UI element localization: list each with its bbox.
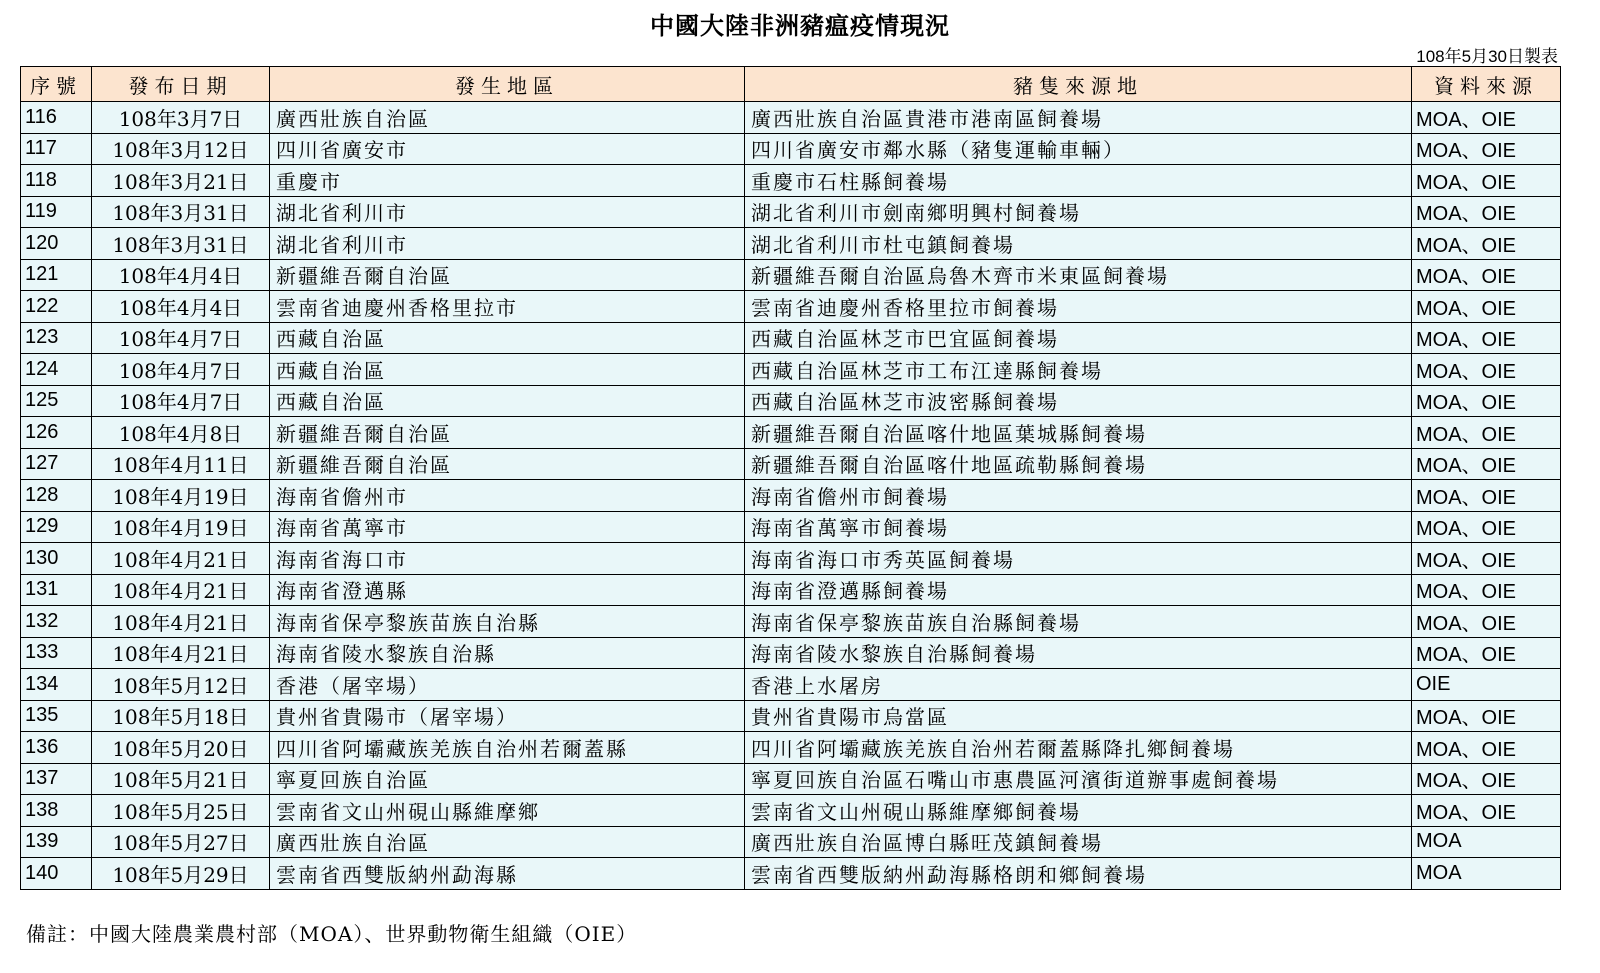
table-row	[21, 322, 1561, 354]
cell-pig-source: 海南省海口市秀英區飼養場	[745, 543, 1412, 575]
cell-region: 新疆維吾爾自治區	[270, 259, 745, 291]
cell-date: 108年3月12日	[92, 133, 270, 165]
table-row	[21, 291, 1561, 323]
cell-date: 108年4月8日	[92, 417, 270, 449]
cell-serial: 120	[21, 228, 92, 260]
cell-date: 108年4月21日	[92, 574, 270, 606]
cell-data-source: MOA、OIE	[1412, 700, 1561, 732]
cell-region: 海南省萬寧市	[270, 511, 745, 543]
cell-serial: 133	[21, 637, 92, 669]
cell-serial: 127	[21, 448, 92, 480]
cell-date: 108年5月27日	[92, 826, 270, 858]
cell-data-source: MOA、OIE	[1412, 511, 1561, 543]
cell-date: 108年4月21日	[92, 543, 270, 575]
cell-date: 108年3月7日	[92, 102, 270, 134]
cell-pig-source: 湖北省利川市劍南鄉明興村飼養場	[745, 196, 1412, 228]
cell-pig-source: 西藏自治區林芝市巴宜區飼養場	[745, 322, 1412, 354]
cell-serial: 119	[21, 196, 92, 228]
cell-data-source: MOA、OIE	[1412, 637, 1561, 669]
cell-data-source: MOA、OIE	[1412, 448, 1561, 480]
cell-region: 海南省陵水黎族自治縣	[270, 637, 745, 669]
table-row	[21, 196, 1561, 228]
cell-serial: 137	[21, 763, 92, 795]
cell-serial: 136	[21, 732, 92, 764]
cell-serial: 129	[21, 511, 92, 543]
cell-region: 西藏自治區	[270, 354, 745, 386]
cell-pig-source: 貴州省貴陽市烏當區	[745, 700, 1412, 732]
cell-date: 108年3月31日	[92, 196, 270, 228]
cell-pig-source: 海南省陵水黎族自治縣飼養場	[745, 637, 1412, 669]
table-row	[21, 543, 1561, 575]
cell-data-source: MOA、OIE	[1412, 102, 1561, 134]
table-row	[21, 574, 1561, 606]
table-row	[21, 826, 1561, 858]
cell-date: 108年4月4日	[92, 259, 270, 291]
table-header-row	[21, 67, 1561, 102]
cell-pig-source: 雲南省西雙版納州勐海縣格朗和鄉飼養場	[745, 858, 1412, 890]
cell-pig-source: 廣西壯族自治區貴港市港南區飼養場	[745, 102, 1412, 134]
cell-pig-source: 廣西壯族自治區博白縣旺茂鎮飼養場	[745, 826, 1412, 858]
table-row	[21, 259, 1561, 291]
table-row	[21, 385, 1561, 417]
cell-data-source: MOA、OIE	[1412, 165, 1561, 197]
cell-date: 108年3月21日	[92, 165, 270, 197]
table-row	[21, 795, 1561, 827]
cell-date: 108年4月19日	[92, 480, 270, 512]
header-region: 發生地區	[270, 67, 745, 102]
cell-region: 西藏自治區	[270, 385, 745, 417]
table-row	[21, 133, 1561, 165]
cell-region: 寧夏回族自治區	[270, 763, 745, 795]
cell-data-source: MOA、OIE	[1412, 196, 1561, 228]
cell-region: 海南省儋州市	[270, 480, 745, 512]
cell-date: 108年4月21日	[92, 637, 270, 669]
cell-region: 四川省阿壩藏族羌族自治州若爾蓋縣	[270, 732, 745, 764]
cell-serial: 140	[21, 858, 92, 890]
cell-region: 四川省廣安市	[270, 133, 745, 165]
cell-date: 108年4月7日	[92, 322, 270, 354]
cell-region: 香港（屠宰場）	[270, 669, 745, 701]
cell-region: 新疆維吾爾自治區	[270, 448, 745, 480]
cell-data-source: MOA、OIE	[1412, 732, 1561, 764]
cell-data-source: MOA、OIE	[1412, 795, 1561, 827]
table-row	[21, 417, 1561, 449]
cell-serial: 134	[21, 669, 92, 701]
header-serial: 序號	[21, 67, 92, 102]
cell-date: 108年3月31日	[92, 228, 270, 260]
cell-data-source: MOA、OIE	[1412, 417, 1561, 449]
cell-serial: 139	[21, 826, 92, 858]
cell-pig-source: 海南省儋州市飼養場	[745, 480, 1412, 512]
cell-region: 雲南省文山州硯山縣維摩鄉	[270, 795, 745, 827]
cell-region: 海南省澄邁縣	[270, 574, 745, 606]
cell-region: 雲南省西雙版納州勐海縣	[270, 858, 745, 890]
cell-serial: 138	[21, 795, 92, 827]
cell-date: 108年5月18日	[92, 700, 270, 732]
cell-date: 108年4月11日	[92, 448, 270, 480]
table-row	[21, 858, 1561, 890]
cell-region: 重慶市	[270, 165, 745, 197]
header-date: 發布日期	[92, 67, 270, 102]
table-row	[21, 669, 1561, 701]
cell-region: 海南省保亭黎族苗族自治縣	[270, 606, 745, 638]
cell-data-source: MOA、OIE	[1412, 480, 1561, 512]
table-row	[21, 480, 1561, 512]
cell-date: 108年5月12日	[92, 669, 270, 701]
cell-serial: 122	[21, 291, 92, 323]
cell-pig-source: 寧夏回族自治區石嘴山市惠農區河濱街道辦事處飼養場	[745, 763, 1412, 795]
cell-data-source: MOA、OIE	[1412, 606, 1561, 638]
cell-serial: 118	[21, 165, 92, 197]
cell-region: 西藏自治區	[270, 322, 745, 354]
cell-serial: 123	[21, 322, 92, 354]
table-row	[21, 228, 1561, 260]
cell-pig-source: 湖北省利川市杜屯鎮飼養場	[745, 228, 1412, 260]
footnote: 備註：中國大陸農業農村部（MOA）、世界動物衛生組織（OIE）	[26, 922, 638, 946]
table-row	[21, 763, 1561, 795]
cell-pig-source: 雲南省文山州硯山縣維摩鄉飼養場	[745, 795, 1412, 827]
cell-data-source: OIE	[1412, 669, 1561, 701]
cell-pig-source: 重慶市石柱縣飼養場	[745, 165, 1412, 197]
cell-date: 108年4月21日	[92, 606, 270, 638]
cell-pig-source: 新疆維吾爾自治區烏魯木齊市米東區飼養場	[745, 259, 1412, 291]
cell-data-source: MOA、OIE	[1412, 354, 1561, 386]
cell-date: 108年4月19日	[92, 511, 270, 543]
cell-date: 108年4月7日	[92, 385, 270, 417]
cell-serial: 121	[21, 259, 92, 291]
cell-pig-source: 海南省保亭黎族苗族自治縣飼養場	[745, 606, 1412, 638]
cell-pig-source: 新疆維吾爾自治區喀什地區疏勒縣飼養場	[745, 448, 1412, 480]
page-title: 中國大陸非洲豬瘟疫情現況	[650, 12, 950, 40]
table-body	[21, 102, 1561, 890]
cell-region: 湖北省利川市	[270, 228, 745, 260]
made-date: 108年5月30日製表	[1416, 47, 1558, 66]
cell-serial: 131	[21, 574, 92, 606]
cell-data-source: MOA、OIE	[1412, 133, 1561, 165]
cell-date: 108年4月4日	[92, 291, 270, 323]
cell-serial: 132	[21, 606, 92, 638]
cell-region: 海南省海口市	[270, 543, 745, 575]
cell-data-source: MOA、OIE	[1412, 543, 1561, 575]
cell-pig-source: 西藏自治區林芝市波密縣飼養場	[745, 385, 1412, 417]
header-data-source: 資料來源	[1412, 67, 1561, 102]
table-row	[21, 511, 1561, 543]
outbreak-table	[20, 66, 1561, 890]
cell-serial: 124	[21, 354, 92, 386]
table-row	[21, 732, 1561, 764]
table-row	[21, 448, 1561, 480]
cell-serial: 125	[21, 385, 92, 417]
cell-pig-source: 海南省萬寧市飼養場	[745, 511, 1412, 543]
cell-region: 雲南省迪慶州香格里拉市	[270, 291, 745, 323]
cell-data-source: MOA、OIE	[1412, 574, 1561, 606]
cell-data-source: MOA、OIE	[1412, 228, 1561, 260]
cell-serial: 128	[21, 480, 92, 512]
cell-data-source: MOA、OIE	[1412, 291, 1561, 323]
table-row	[21, 165, 1561, 197]
cell-date: 108年5月29日	[92, 858, 270, 890]
cell-region: 廣西壯族自治區	[270, 826, 745, 858]
cell-serial: 117	[21, 133, 92, 165]
table-row	[21, 102, 1561, 134]
table-row	[21, 354, 1561, 386]
cell-date: 108年4月7日	[92, 354, 270, 386]
cell-data-source: MOA、OIE	[1412, 322, 1561, 354]
cell-pig-source: 新疆維吾爾自治區喀什地區葉城縣飼養場	[745, 417, 1412, 449]
cell-serial: 130	[21, 543, 92, 575]
cell-pig-source: 四川省阿壩藏族羌族自治州若爾蓋縣降扎鄉飼養場	[745, 732, 1412, 764]
cell-pig-source: 海南省澄邁縣飼養場	[745, 574, 1412, 606]
cell-region: 新疆維吾爾自治區	[270, 417, 745, 449]
cell-serial: 126	[21, 417, 92, 449]
cell-date: 108年5月25日	[92, 795, 270, 827]
cell-pig-source: 西藏自治區林芝市工布江達縣飼養場	[745, 354, 1412, 386]
cell-data-source: MOA、OIE	[1412, 763, 1561, 795]
cell-data-source: MOA、OIE	[1412, 259, 1561, 291]
table-row	[21, 606, 1561, 638]
cell-pig-source: 雲南省迪慶州香格里拉市飼養場	[745, 291, 1412, 323]
cell-data-source: MOA、OIE	[1412, 385, 1561, 417]
cell-region: 廣西壯族自治區	[270, 102, 745, 134]
table-row	[21, 637, 1561, 669]
table-row	[21, 700, 1561, 732]
cell-date: 108年5月20日	[92, 732, 270, 764]
cell-region: 湖北省利川市	[270, 196, 745, 228]
cell-data-source: MOA	[1412, 858, 1561, 890]
cell-data-source: MOA	[1412, 826, 1561, 858]
cell-date: 108年5月21日	[92, 763, 270, 795]
cell-serial: 135	[21, 700, 92, 732]
cell-pig-source: 香港上水屠房	[745, 669, 1412, 701]
cell-serial: 116	[21, 102, 92, 134]
cell-pig-source: 四川省廣安市鄰水縣（豬隻運輸車輛）	[745, 133, 1412, 165]
cell-region: 貴州省貴陽市（屠宰場）	[270, 700, 745, 732]
header-pig-source: 豬隻來源地	[745, 67, 1412, 102]
